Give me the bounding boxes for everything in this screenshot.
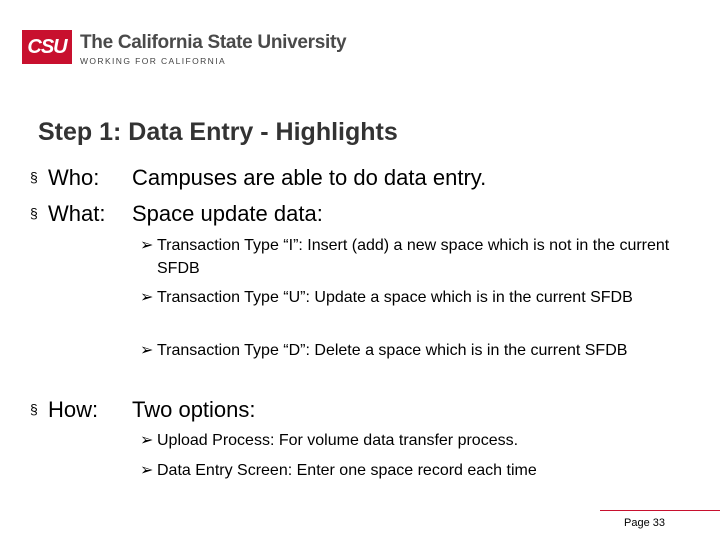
arrow-bullet-icon: ➢ <box>140 342 154 359</box>
arrow-bullet-icon: ➢ <box>140 432 154 449</box>
page-number: Page 33 <box>624 517 665 529</box>
square-bullet-icon: § <box>30 169 38 185</box>
list-item-text: Upload Process: For volume data transfer process. <box>157 432 519 449</box>
square-bullet-icon: § <box>30 205 38 221</box>
logo-mark-text: CSU <box>27 36 67 58</box>
org-name: The California State University <box>80 32 347 53</box>
org-tagline: WORKING FOR CALIFORNIA <box>80 56 227 66</box>
what-item-insert <box>140 234 700 280</box>
footer-divider <box>600 510 720 511</box>
arrow-bullet-icon: ➢ <box>140 237 154 254</box>
what-item-delete <box>140 339 700 362</box>
bullet-who <box>30 165 486 191</box>
slide-title: Step 1: Data Entry - Highlights <box>38 118 398 146</box>
bullet-label: What: <box>48 201 106 226</box>
how-item-screen <box>140 459 700 482</box>
bullet-text: Campuses are able to do data entry. <box>132 165 487 190</box>
csu-logo-mark <box>22 30 72 64</box>
what-item-update <box>140 286 700 309</box>
list-item-text: Transaction Type “D”: Delete a space which is in the current SFDB <box>157 342 628 359</box>
bullet-label: How: <box>48 397 99 422</box>
list-item-text: Transaction Type “U”: Update a space which is in the current SFDB <box>157 289 633 306</box>
bullet-what <box>30 201 323 227</box>
bullet-text: Two options: <box>132 397 256 422</box>
how-item-upload <box>140 429 700 452</box>
square-bullet-icon: § <box>30 401 38 417</box>
bullet-text: Space update data: <box>132 201 323 226</box>
arrow-bullet-icon: ➢ <box>140 289 154 306</box>
bullet-label: Who: <box>48 165 100 190</box>
list-item-text: Data Entry Screen: Enter one space record each time <box>157 462 537 479</box>
bullet-how <box>30 397 256 423</box>
list-item-text: Transaction Type “I”: Insert (add) a new space which is not in the current SFDB <box>157 237 670 277</box>
arrow-bullet-icon: ➢ <box>140 462 154 479</box>
